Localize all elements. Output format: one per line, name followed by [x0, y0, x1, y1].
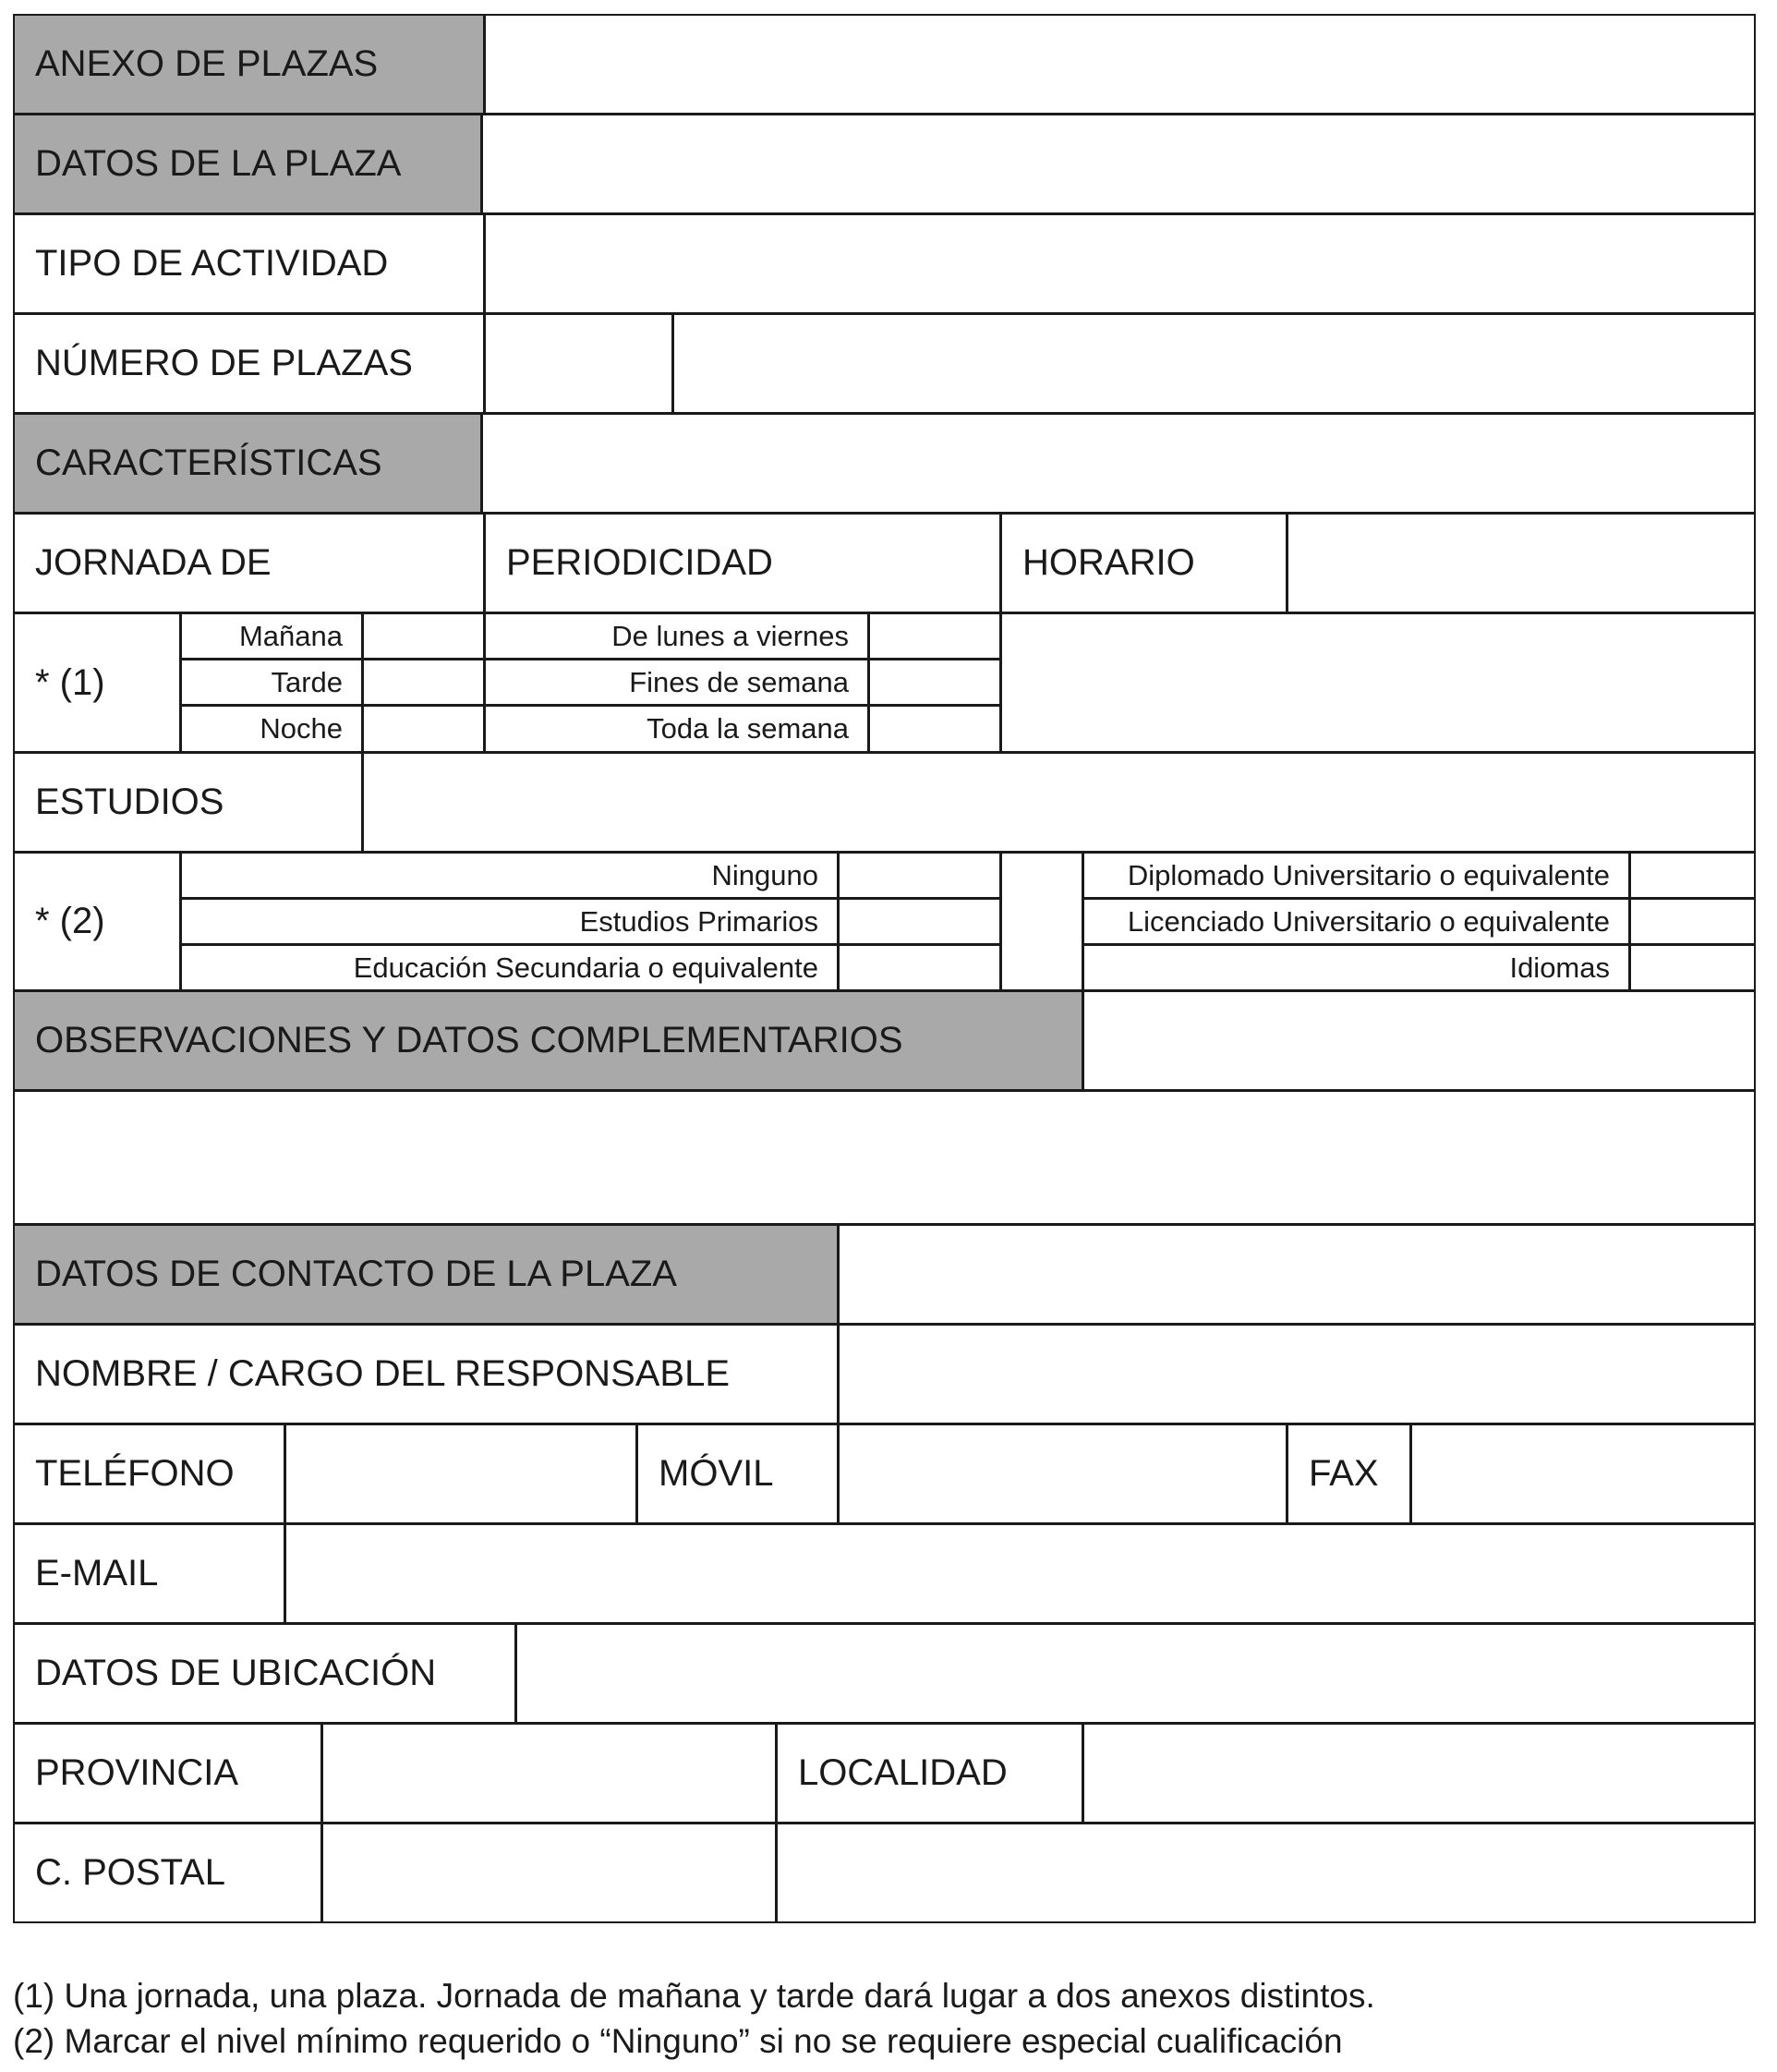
estudios-option-primarios-label: Estudios Primarios — [579, 904, 818, 938]
periodicidad-option-toda-semana — [484, 705, 869, 753]
estudios-spacer-cell — [1000, 852, 1083, 991]
horario-header-label: HORARIO — [1022, 542, 1195, 583]
periodicidad-option-lunes-viernes — [484, 612, 869, 660]
jornada-manana-checkbox[interactable] — [362, 612, 485, 660]
estudios-secundaria-checkbox[interactable] — [838, 944, 1001, 991]
tipo-actividad-label-cell — [13, 213, 485, 314]
cpostal-label: C. POSTAL — [35, 1852, 225, 1893]
footnote-1: (1) Una jornada, una plaza. Jornada de mañana y tarde dará lugar a dos anexos distintos. — [13, 1977, 1375, 2015]
section-header-observaciones — [13, 990, 1083, 1091]
fax-label: FAX — [1309, 1453, 1379, 1494]
provincia-label: PROVINCIA — [35, 1752, 239, 1793]
estudios-label: ESTUDIOS — [35, 782, 224, 822]
provincia-field[interactable] — [321, 1723, 777, 1824]
nombre-cargo-field[interactable] — [838, 1324, 1756, 1424]
anexo-value-field[interactable] — [484, 14, 1756, 115]
estudios-option-diplomado-label: Diplomado Universitario o equivalente — [1127, 858, 1610, 891]
estudios-option-ninguno — [180, 852, 839, 899]
estudios-option-licenciado-label: Licenciado Universitario o equivalente — [1127, 904, 1610, 938]
movil-field[interactable] — [838, 1424, 1287, 1524]
movil-label: MÓVIL — [659, 1453, 774, 1494]
estudios-ninguno-checkbox[interactable] — [838, 852, 1001, 899]
numero-plazas-field[interactable] — [484, 313, 673, 414]
datos-plaza-value-field[interactable] — [481, 114, 1756, 214]
section-header-anexo-label: ANEXO DE PLAZAS — [35, 43, 379, 84]
numero-plazas-label: NÚMERO DE PLAZAS — [35, 343, 413, 383]
estudios-option-secundaria-label: Educación Secundaria o equivalente — [353, 951, 818, 984]
localidad-label: LOCALIDAD — [798, 1752, 1008, 1793]
periodicidad-header-cell — [484, 513, 1001, 613]
fax-label-cell — [1287, 1424, 1411, 1524]
periodicidad-option-fines-semana-label: Fines de semana — [629, 665, 849, 698]
estudios-option-primarios — [180, 898, 839, 945]
jornada-header-cell — [13, 513, 485, 613]
estudios-idiomas-checkbox[interactable] — [1629, 944, 1756, 991]
estudios-diplomado-checkbox[interactable] — [1629, 852, 1756, 899]
horario-detail-field[interactable] — [1000, 612, 1756, 753]
periodicidad-option-lunes-viernes-label: De lunes a viernes — [611, 619, 849, 652]
periodicidad-option-fines-semana — [484, 659, 869, 706]
observaciones-textarea[interactable] — [13, 1090, 1756, 1225]
estudios-field[interactable] — [362, 752, 1756, 853]
caracteristicas-value-field[interactable] — [481, 413, 1756, 514]
section-header-datos-plaza — [13, 114, 482, 214]
cpostal-blank-cell — [776, 1823, 1756, 1923]
observaciones-header-field[interactable] — [1082, 990, 1756, 1091]
horario-header-cell — [1000, 513, 1287, 613]
footnote-2: (2) Marcar el nivel mínimo requerido o “Ninguno” si no se requiere especial cualificación — [13, 2022, 1343, 2060]
jornada-option-manana-label: Mañana — [238, 619, 343, 652]
periodicidad-header-label: PERIODICIDAD — [506, 542, 773, 583]
section-header-caracteristicas-label: CARACTERÍSTICAS — [35, 442, 382, 483]
telefono-label-cell — [13, 1424, 285, 1524]
ref2-marker: * (2) — [35, 901, 105, 941]
periodicidad-fines-semana-checkbox[interactable] — [868, 659, 1001, 706]
section-header-caracteristicas — [13, 413, 482, 514]
movil-label-cell — [636, 1424, 839, 1524]
ref2-marker-cell — [13, 852, 181, 991]
estudios-option-ninguno-label: Ninguno — [711, 858, 818, 891]
estudios-primarios-checkbox[interactable] — [838, 898, 1001, 945]
contacto-value-field[interactable] — [838, 1224, 1756, 1325]
ref1-marker-cell — [13, 612, 181, 753]
periodicidad-option-toda-semana-label: Toda la semana — [647, 712, 849, 745]
provincia-label-cell — [13, 1723, 322, 1824]
periodicidad-lunes-viernes-checkbox[interactable] — [868, 612, 1001, 660]
estudios-licenciado-checkbox[interactable] — [1629, 898, 1756, 945]
estudios-option-idiomas — [1082, 944, 1630, 991]
estudios-option-secundaria — [180, 944, 839, 991]
tipo-actividad-field[interactable] — [484, 213, 1756, 314]
telefono-field[interactable] — [284, 1424, 637, 1524]
localidad-label-cell — [776, 1723, 1083, 1824]
estudios-option-idiomas-label: Idiomas — [1509, 951, 1610, 984]
cpostal-label-cell — [13, 1823, 322, 1923]
estudios-option-licenciado — [1082, 898, 1630, 945]
horario-field[interactable] — [1287, 513, 1756, 613]
section-header-datos-plaza-label: DATOS DE LA PLAZA — [35, 143, 402, 184]
jornada-option-noche-label: Noche — [260, 712, 343, 745]
telefono-label: TELÉFONO — [35, 1453, 235, 1494]
nombre-cargo-label-cell — [13, 1324, 839, 1424]
section-header-contacto-label: DATOS DE CONTACTO DE LA PLAZA — [35, 1254, 677, 1294]
tipo-actividad-label: TIPO DE ACTIVIDAD — [35, 243, 389, 284]
jornada-option-noche — [180, 705, 363, 753]
fax-field[interactable] — [1410, 1424, 1756, 1524]
email-field[interactable] — [284, 1523, 1756, 1624]
section-header-contacto — [13, 1224, 839, 1325]
section-header-observaciones-label: OBSERVACIONES Y DATOS COMPLEMENTARIOS — [35, 1020, 903, 1060]
ubicacion-label-cell — [13, 1623, 516, 1724]
ref1-marker: * (1) — [35, 661, 105, 703]
jornada-option-manana — [180, 612, 363, 660]
jornada-tarde-checkbox[interactable] — [362, 659, 485, 706]
ubicacion-label: DATOS DE UBICACIÓN — [35, 1653, 437, 1693]
estudios-label-cell — [13, 752, 363, 853]
email-label-cell — [13, 1523, 285, 1624]
section-header-anexo — [13, 14, 485, 115]
nombre-cargo-label: NOMBRE / CARGO DEL RESPONSABLE — [35, 1353, 731, 1394]
jornada-noche-checkbox[interactable] — [362, 705, 485, 753]
localidad-field[interactable] — [1082, 1723, 1756, 1824]
jornada-header-label: JORNADA DE — [35, 542, 272, 583]
jornada-option-tarde — [180, 659, 363, 706]
email-label: E-MAIL — [35, 1553, 159, 1593]
cpostal-field[interactable] — [321, 1823, 777, 1923]
estudios-option-diplomado — [1082, 852, 1630, 899]
jornada-option-tarde-label: Tarde — [271, 665, 343, 698]
numero-plazas-blank-cell — [672, 313, 1756, 414]
periodicidad-toda-semana-checkbox[interactable] — [868, 705, 1001, 753]
numero-plazas-label-cell — [13, 313, 485, 414]
ubicacion-field[interactable] — [515, 1623, 1756, 1724]
